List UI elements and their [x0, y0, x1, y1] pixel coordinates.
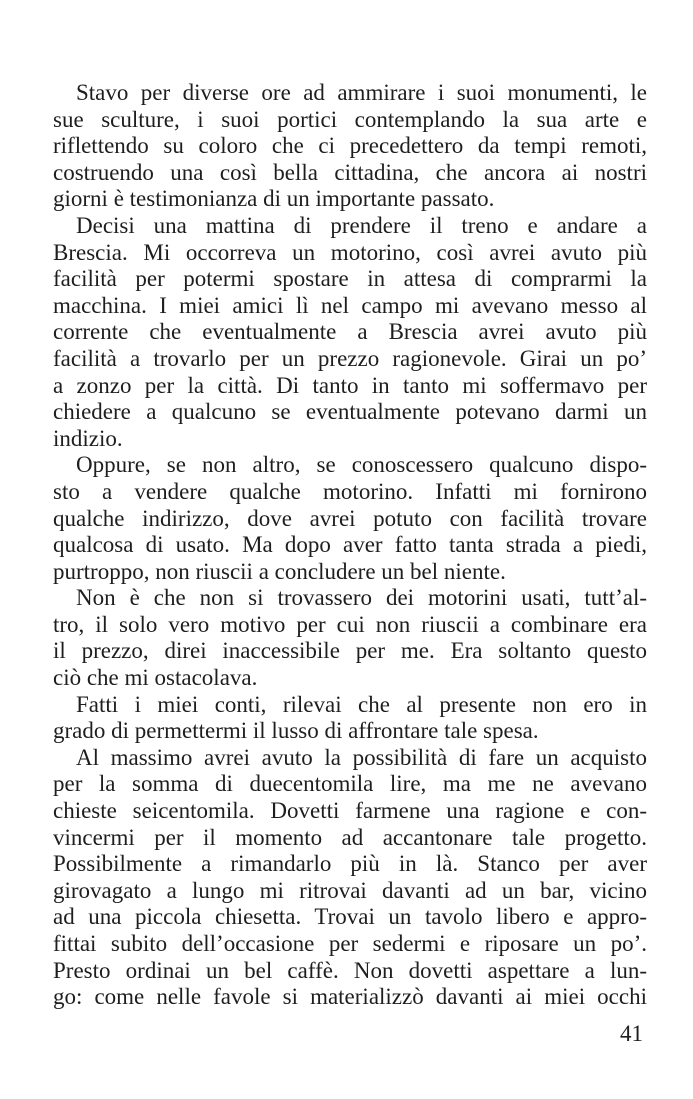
paragraph	[53, 80, 647, 213]
text-line: chiedere a qualcuno se eventualmente potevano darmi un	[53, 399, 647, 425]
text-line: Brescia. Mi occorreva un motorino, così avrei avuto più	[53, 239, 647, 265]
paragraph	[53, 452, 647, 585]
text-line: sue sculture, i suoi portici contemplando la sua arte e	[53, 106, 647, 132]
text-line: fittai subito dell’occasione per sedermi e riposare un po’.	[53, 931, 647, 956]
text-line: giorni è testimonianza di un importante passato.	[53, 186, 495, 212]
body-text	[53, 80, 647, 1011]
text-line: Al massimo avrei avuto la possibilità di fare un acquisto	[76, 744, 647, 770]
paragraph	[53, 585, 647, 691]
text-line: Possibilmente a rimandarlo più in là. Stanco per aver	[53, 851, 647, 877]
text-line: go: come nelle favole si materializzò davanti ai miei occhi	[53, 984, 647, 1010]
page-number: 41	[620, 1021, 643, 1046]
text-line: Fatti i miei conti, rilevai che al presente non ero in	[76, 691, 647, 717]
text-line: riflettendo su coloro che ci precedettero da tempi remoti,	[53, 133, 647, 159]
paragraph	[53, 213, 647, 452]
text-line: facilità a trovarlo per un prezzo ragionevole. Girai un po’	[53, 345, 647, 371]
text-line: a zonzo per la città. Di tanto in tanto mi soffermavo per	[53, 372, 647, 398]
text-line: Oppure, se non altro, se conoscessero qualcuno dispo-	[76, 452, 647, 478]
text-line: vincermi per il momento ad accantonare tale progetto.	[53, 824, 647, 850]
text-line: Non è che non si trovassero dei motorini usati, tutt’al-	[76, 585, 647, 611]
text-line: chieste seicentomila. Dovetti farmene una ragione e con-	[53, 798, 647, 824]
text-line: macchina. I miei amici lì nel campo mi avevano messo al	[53, 292, 647, 318]
text-line: purtroppo, non riuscii a concludere un bel niente.	[53, 558, 506, 584]
text-line: Stavo per diverse ore ad ammirare i suoi monumenti, le	[76, 80, 647, 105]
text-line: Decisi una mattina di prendere il treno e andare a	[76, 212, 647, 238]
text-line: tro, il solo vero motivo per cui non riuscii a combinare era	[53, 611, 647, 637]
text-line: per la somma di duecentomila lire, ma me ne avevano	[53, 771, 647, 797]
text-line: Presto ordinai un bel caffè. Non dovetti aspettare a lun-	[53, 957, 647, 983]
paragraph	[53, 692, 647, 745]
text-line: grado di permettermi il lusso di affrontare tale spesa.	[53, 718, 539, 744]
text-line: qualcosa di usato. Ma dopo aver fatto tanta strada a piedi,	[53, 532, 647, 558]
text-line: sto a vendere qualche motorino. Infatti mi fornirono	[53, 478, 647, 504]
text-line: costruendo una così bella cittadina, che ancora ai nostri	[53, 159, 647, 185]
text-line: girovagato a lungo mi ritrovai davanti ad un bar, vicino	[53, 877, 647, 903]
text-line: ciò che mi ostacolava.	[53, 665, 258, 691]
text-line: corrente che eventualmente a Brescia avrei avuto più	[53, 319, 647, 345]
text-line: il prezzo, direi inaccessibile per me. Era soltanto questo	[53, 638, 647, 664]
text-line: indizio.	[53, 425, 123, 451]
paragraph	[53, 745, 647, 1011]
text-line: ad una piccola chiesetta. Trovai un tavolo libero e appro-	[53, 904, 647, 930]
text-line: qualche indirizzo, dove avrei potuto con facilità trovare	[53, 505, 647, 531]
text-line: facilità per potermi spostare in attesa di comprarmi la	[53, 266, 647, 292]
